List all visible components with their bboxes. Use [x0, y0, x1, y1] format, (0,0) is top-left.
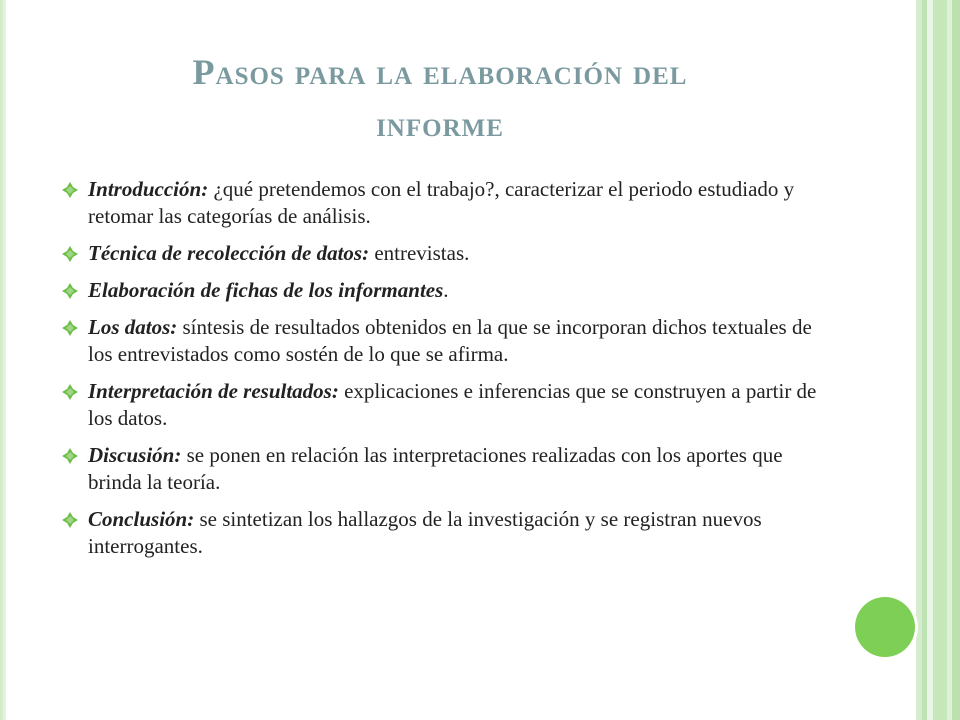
bullet-text: .: [443, 278, 449, 302]
diamond-bullet-icon: [60, 382, 80, 402]
bullet-text: se ponen en relación las interpretaciones realizadas con los aportes que brinda la teoría.: [88, 443, 783, 494]
bullet-term: Conclusión:: [88, 507, 195, 531]
bullet-text: ¿qué pretendemos con el trabajo?, caracterizar el periodo estudiado y retomar las categorías de análisis.: [88, 177, 795, 228]
decorative-stripe: [933, 0, 947, 720]
title-line-1: Pasos para la elaboración del: [192, 52, 688, 92]
bullet-term: Introducción:: [88, 177, 209, 201]
diamond-bullet-icon: [60, 244, 80, 264]
diamond-bullet-icon: [60, 318, 80, 338]
list-item: [60, 277, 820, 304]
slide-title: [60, 46, 820, 150]
decorative-circle: [855, 597, 915, 657]
list-item: [60, 314, 820, 368]
bullet-text: síntesis de resultados obtenidos en la que se incorporan dichos textuales de los entrevistados como sostén de lo que se afirma.: [88, 315, 812, 366]
bullet-term: Técnica de recolección de datos:: [88, 241, 370, 265]
bullet-term: Discusión:: [88, 443, 182, 467]
list-item: [60, 506, 820, 560]
diamond-bullet-icon: [60, 180, 80, 200]
bullet-list: [60, 176, 820, 570]
list-item: [60, 176, 820, 230]
diamond-bullet-icon: [60, 446, 80, 466]
decorative-stripe: [952, 0, 960, 720]
list-item: [60, 240, 820, 267]
list-item: [60, 378, 820, 432]
bullet-text: se sintetizan los hallazgos de la investigación y se registran nuevos interrogantes.: [88, 507, 762, 558]
bullet-term: Los datos:: [88, 315, 178, 339]
diamond-bullet-icon: [60, 510, 80, 530]
bullet-text: entrevistas.: [369, 241, 470, 265]
diamond-bullet-icon: [60, 281, 80, 301]
bullet-term: Interpretación de resultados:: [88, 379, 339, 403]
list-item: [60, 442, 820, 496]
bullet-term: Elaboración de fichas de los informantes: [88, 278, 444, 302]
left-border: [0, 0, 6, 720]
bullet-text: explicaciones e inferencias que se construyen a partir de los datos.: [88, 379, 817, 430]
title-line-2: informe: [376, 104, 504, 144]
